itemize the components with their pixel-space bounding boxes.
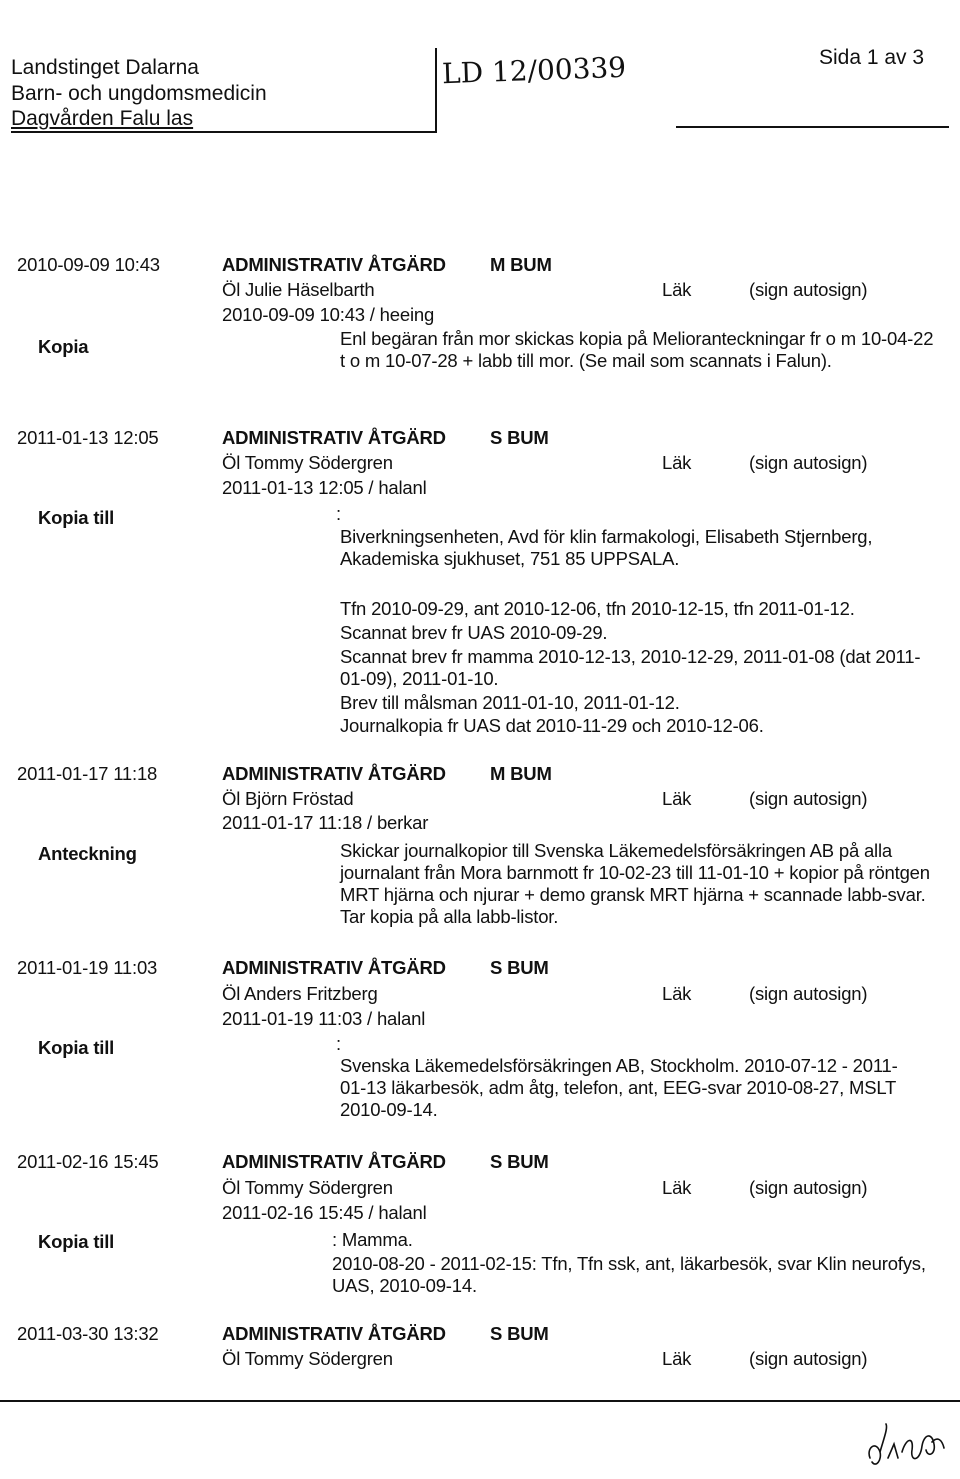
entry-role: Läk [662, 279, 692, 300]
entry-unit: S BUM [490, 1323, 549, 1344]
entry-unit: M BUM [490, 763, 552, 784]
entry-heading: ADMINISTRATIV ÅTGÄRD [222, 957, 446, 978]
entry-sign: (sign autosign) [749, 452, 868, 473]
entry-body: Skickar journalkopior till Svenska Läkemedelsförsäkringen AB på alla journalant från Mora barnmott fr 10-02-23 till 11-01-10 + kopior på röntgen MRT hjärna och njurar + demo gransk MRT hjärna + scannade labb-svar. Tar kopia på alla labb-listor. [340, 840, 930, 927]
entry-body: Tfn 2010-09-29, ant 2010-12-06, tfn 2010-12-15, tfn 2011-01-12. [340, 598, 855, 619]
handwritten-signature [862, 1418, 952, 1474]
header-vertical-rule [435, 48, 437, 133]
entry-role: Läk [662, 1348, 692, 1369]
entry-datetime: 2011-01-13 12:05 [17, 427, 159, 448]
entry-datetime: 2011-01-19 11:03 [17, 957, 158, 978]
entry-colon: : [336, 1033, 341, 1054]
entry-role: Läk [662, 983, 692, 1004]
entry-body: 2010-08-20 - 2011-02-15: Tfn, Tfn ssk, ant, läkarbesök, svar Klin neurofys, UAS, 2010-09-14. [332, 1253, 926, 1296]
entry-datetime: 2011-03-30 13:32 [17, 1323, 159, 1344]
handwritten-reference: LD 12/00339 [441, 50, 627, 91]
entry-unit: S BUM [490, 957, 549, 978]
entry-signed: 2011-01-17 11:18 / berkar [222, 812, 429, 833]
entry-role: Läk [662, 452, 692, 473]
entry-role: Läk [662, 1177, 692, 1198]
entry-author: Öl Anders Fritzberg [222, 983, 378, 1004]
footer-rule [0, 1400, 960, 1402]
entry-body: Enl begäran från mor skickas kopia på Melioranteckningar fr o m 10-04-22 t o m 10-07-28 + labb till mor. (Se mail som scannats i Falun). [340, 328, 934, 371]
entry-unit: S BUM [490, 1151, 549, 1172]
entry-heading: ADMINISTRATIV ÅTGÄRD [222, 1323, 446, 1344]
entry-category: Kopia [38, 336, 89, 357]
header-right-rule [676, 126, 949, 128]
entry-datetime: 2010-09-09 10:43 [17, 254, 160, 275]
entry-category: Anteckning [38, 843, 137, 864]
entry-heading: ADMINISTRATIV ÅTGÄRD [222, 254, 446, 275]
entry-body: Brev till målsman 2011-01-10, 2011-01-12. [340, 692, 680, 713]
entry-role: Läk [662, 788, 692, 809]
entry-heading: ADMINISTRATIV ÅTGÄRD [222, 1151, 446, 1172]
entry-datetime: 2011-01-17 11:18 [17, 763, 158, 784]
entry-author: Öl Tommy Södergren [222, 452, 393, 473]
entry-signed: 2011-01-13 12:05 / halanl [222, 477, 427, 498]
entry-author: Öl Tommy Södergren [222, 1348, 393, 1369]
entry-datetime: 2011-02-16 15:45 [17, 1151, 159, 1172]
entry-sign: (sign autosign) [749, 279, 868, 300]
header-org-line1: Landstinget Dalarna [11, 56, 199, 79]
entry-author: Öl Tommy Södergren [222, 1177, 393, 1198]
entry-unit: S BUM [490, 427, 549, 448]
entry-body: Biverkningsenheten, Avd för klin farmakologi, Elisabeth Stjernberg, Akademiska sjukhuset, 751 85 UPPSALA. [340, 526, 873, 569]
header-org-line3: Dagvården Falu las [11, 107, 194, 130]
entry-body: Scannat brev fr UAS 2010-09-29. [340, 622, 608, 643]
entry-author: Öl Björn Fröstad [222, 788, 354, 809]
entry-body: Journalkopia fr UAS dat 2010-11-29 och 2010-12-06. [340, 715, 764, 736]
entry-heading: ADMINISTRATIV ÅTGÄRD [222, 427, 446, 448]
entry-category: Kopia till [38, 507, 115, 528]
entry-category: Kopia till [38, 1037, 115, 1058]
entry-body: Svenska Läkemedelsförsäkringen AB, Stockholm. 2010-07-12 - 2011-01-13 läkarbesök, adm åtg, telefon, ant, EEG-svar 2010-08-27, MSLT 2010-09-14. [340, 1055, 898, 1120]
entry-sign: (sign autosign) [749, 1348, 868, 1369]
entry-sign: (sign autosign) [749, 983, 868, 1004]
entry-signed: 2010-09-09 10:43 / heeing [222, 304, 435, 325]
entry-category: Kopia till [38, 1231, 115, 1252]
header-org-line2: Barn- och ungdomsmedicin [11, 82, 267, 105]
entry-signed: 2011-02-16 15:45 / halanl [222, 1202, 427, 1223]
entry-body: : Mamma. [332, 1229, 413, 1250]
entry-colon: : [336, 503, 341, 524]
entry-body: Scannat brev fr mamma 2010-12-13, 2010-12-29, 2011-01-08 (dat 2011-01-09), 2011-01-10. [340, 646, 921, 689]
entry-signed: 2011-01-19 11:03 / halanl [222, 1008, 426, 1029]
entry-sign: (sign autosign) [749, 788, 868, 809]
entry-author: Öl Julie Häselbarth [222, 279, 375, 300]
header-left-rule [11, 131, 436, 133]
page-indicator: Sida 1 av 3 [819, 46, 925, 69]
entry-sign: (sign autosign) [749, 1177, 868, 1198]
entry-heading: ADMINISTRATIV ÅTGÄRD [222, 763, 446, 784]
entry-unit: M BUM [490, 254, 552, 275]
